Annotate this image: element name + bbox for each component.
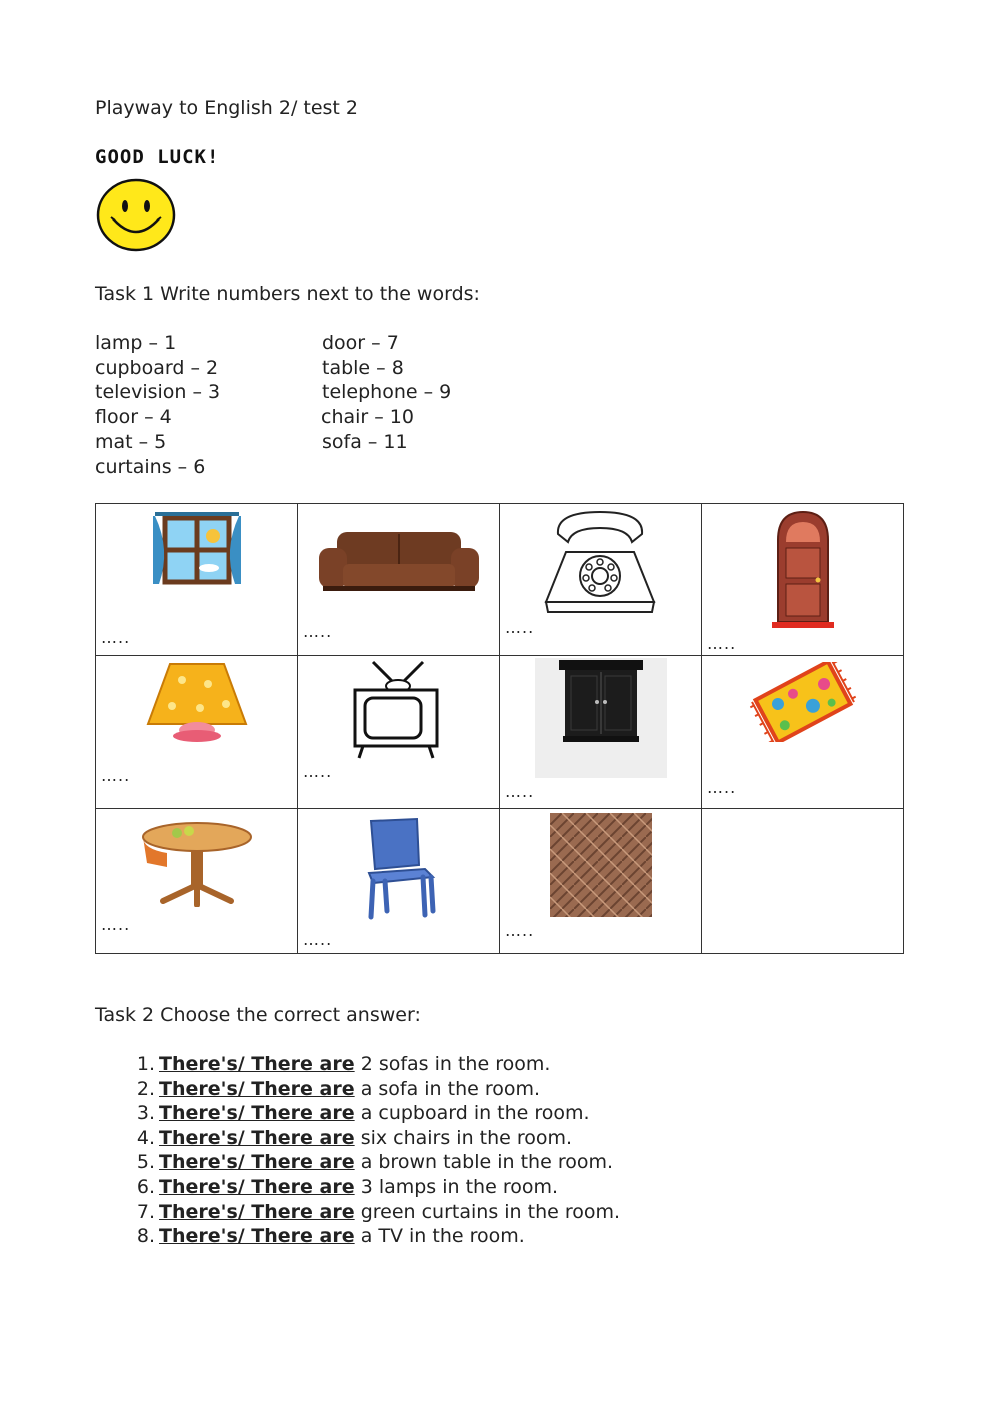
item-number: 1. [136,1053,155,1075]
word-item: chair – 10 [321,406,414,428]
grid-cell [500,808,702,953]
answer-blank[interactable]: ….. [101,766,131,786]
grid-cell [96,504,298,656]
choice-option[interactable]: There's/ There are [159,1151,355,1174]
answer-blank[interactable]: ….. [101,628,131,647]
grid-cell [96,656,298,808]
word-item: table – 8 [322,357,404,379]
smiley-icon [95,177,177,253]
grid-cell [702,656,904,808]
list-item [120,1101,620,1126]
sentence-rest: 3 lamps in the room. [360,1175,559,1198]
table-icon [137,819,257,907]
answer-blank[interactable]: ….. [303,762,333,782]
telephone-icon [536,506,666,618]
item-number: 4. [136,1126,155,1149]
list-item [120,1150,620,1175]
item-number: 7. [136,1200,155,1223]
list-item [120,1052,620,1077]
door-icon [768,510,838,630]
grid-cell [298,808,500,953]
grid-cell [702,504,904,656]
word-item: door – 7 [322,332,399,354]
picture-grid [95,503,904,954]
sentence-rest: green curtains in the room. [360,1200,621,1223]
sentence-rest: a TV in the room. [360,1225,525,1248]
answer-blank[interactable]: ….. [101,914,131,934]
choice-option[interactable]: There's/ There are [159,1175,355,1198]
good-luck-heading: GOOD LUCK! [95,146,220,168]
grid-cell [500,504,702,656]
item-number: 5. [136,1151,155,1174]
list-item [120,1200,620,1225]
lamp-icon [142,660,252,742]
sentence-rest: a brown table in the room. [360,1151,614,1174]
word-item: television – 3 [95,381,221,403]
list-item [120,1224,620,1249]
item-number: 6. [136,1175,155,1198]
chair-icon [359,817,439,921]
mat-icon [748,662,858,742]
grid-cell [298,504,500,656]
page-title: Playway to English 2/ test 2 [95,97,358,119]
task1-title: Task 1 Write numbers next to the words: [95,283,480,305]
sentence-rest: 2 sofas in the room. [360,1053,551,1075]
choice-option[interactable]: There's/ There are [159,1053,355,1075]
word-item: cupboard – 2 [95,357,219,379]
item-number: 8. [136,1225,155,1248]
television-icon [349,660,449,760]
word-item: floor – 4 [95,406,172,428]
choice-option[interactable]: There's/ There are [159,1225,355,1248]
answer-blank[interactable]: ….. [707,778,737,798]
floor-icon [550,813,652,917]
item-number: 2. [136,1077,155,1100]
list-item [120,1175,620,1200]
answer-blank[interactable]: ….. [303,929,333,949]
sofa-icon [313,510,485,600]
window-curtains-icon [151,510,243,588]
choice-option[interactable]: There's/ There are [159,1200,355,1223]
sentence-rest: a sofa in the room. [360,1077,541,1100]
grid-cell [298,656,500,808]
answer-blank[interactable]: ….. [505,782,535,802]
word-item: lamp – 1 [95,332,177,354]
grid-cell-empty [702,808,904,953]
word-item: telephone – 9 [322,381,452,403]
list-item [120,1126,620,1151]
grid-cell [96,808,298,953]
choice-option[interactable]: There's/ There are [159,1077,355,1100]
sentence-rest: six chairs in the room. [360,1126,573,1149]
cupboard-icon [535,658,667,778]
answer-blank[interactable]: ….. [505,920,535,940]
word-item: mat – 5 [95,431,167,453]
grid-cell [500,656,702,808]
answer-blank[interactable]: ….. [303,622,333,641]
task2-title: Task 2 Choose the correct answer: [95,1004,421,1026]
answer-list [120,1052,620,1249]
word-item: curtains – 6 [95,456,206,478]
choice-option[interactable]: There's/ There are [159,1126,355,1149]
item-number: 3. [136,1102,155,1125]
answer-blank[interactable]: ….. [505,618,535,637]
word-item: sofa – 11 [322,431,408,453]
sentence-rest: a cupboard in the room. [360,1102,590,1125]
choice-option[interactable]: There's/ There are [159,1102,355,1125]
answer-blank[interactable]: ….. [707,634,737,653]
list-item [120,1077,620,1102]
